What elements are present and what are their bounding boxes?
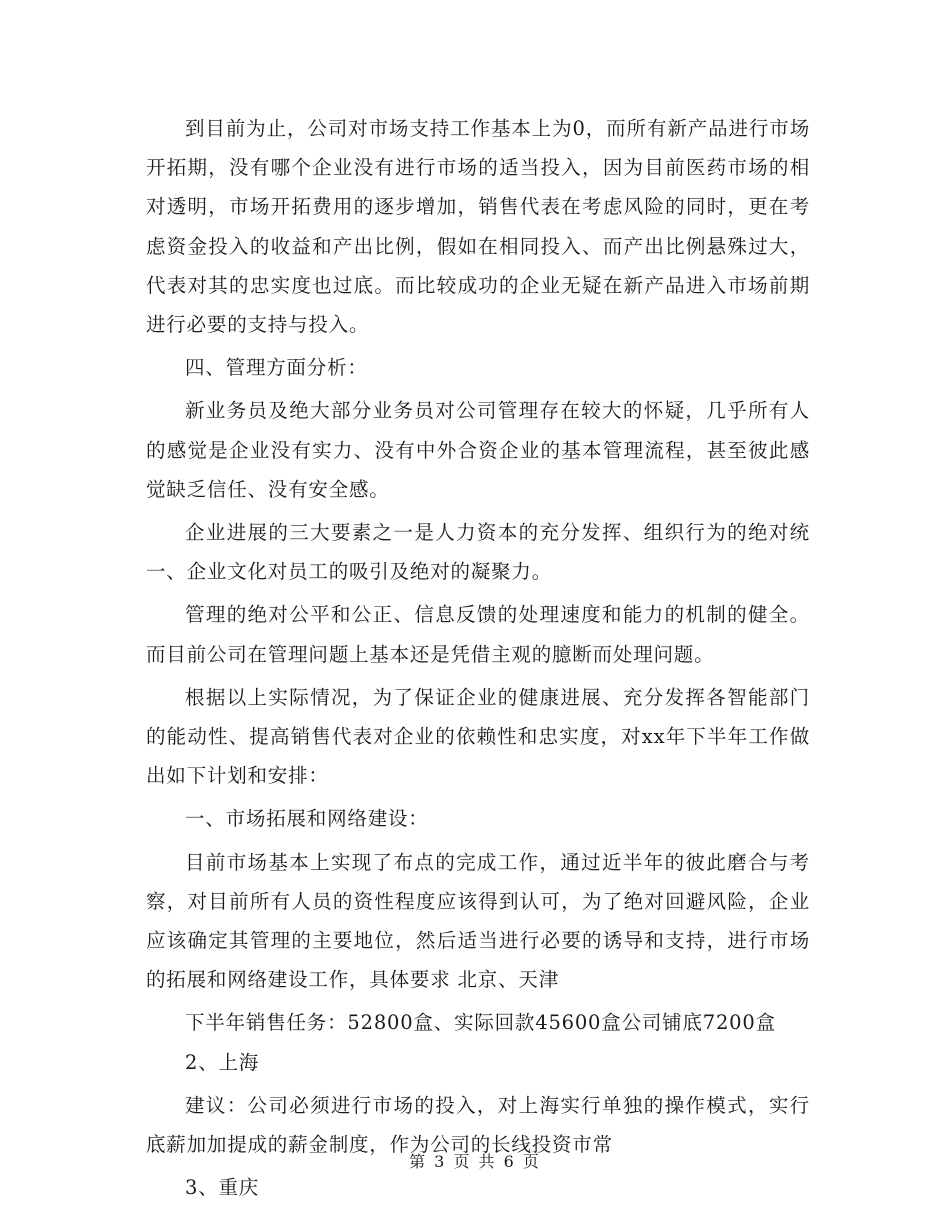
paragraph-staff-doubts: 新业务员及绝大部分业务员对公司管理存在较大的怀疑，几乎所有人的感觉是企业没有实力、没有中外合资企业的基本管理流程，甚至彼此感觉缺乏信任、没有安全感。 <box>146 399 810 501</box>
heading-market-expansion: 一、市场拓展和网络建设： <box>185 807 429 831</box>
paragraph-shanghai-advice: 建议：公司必须进行市场的投入，对上海实行单独的操作模式，实行底薪加加提成的薪金制度，作为公司的长线投资市常 <box>146 1093 810 1157</box>
paragraph-sales-target: 下半年销售任务：52800盒、实际回款45600盒公司铺底7200盒 <box>185 1011 776 1035</box>
heading-management-analysis: 四、管理方面分析： <box>185 356 368 380</box>
paragraph-plan-intro: 根据以上实际情况，为了保证企业的健康进展、充分发挥各智能部门的能动性、提高销售代表对企业的依赖性和忠实度，对xx年下半年工作做出如下计划和安排： <box>146 685 810 788</box>
paragraph-market-network: 目前市场基本上实现了布点的完成工作，通过近半年的彼此磨合与考察，对目前所有人员的资性程度应该得到认可，为了绝对回避风险，企业应该确定其管理的主要地位，然后适当进行必要的诱导和支持，进行市场的拓展和网络建设工作，具体要求 北京、天津 <box>146 850 810 992</box>
heading-chongqing: 3、重庆 <box>185 1176 260 1200</box>
heading-shanghai: 2、上海 <box>185 1050 260 1074</box>
paragraph-three-elements: 企业进展的三大要素之一是人力资本的充分发挥、组织行为的绝对统一、企业文化对员工的吸引及绝对的凝聚力。 <box>146 521 810 584</box>
paragraph-fair-management: 管理的绝对公平和公正、信息反馈的处理速度和能力的机制的健全。而目前公司在管理问题上基本还是凭借主观的臆断而处理问题。 <box>146 603 810 666</box>
page-number-footer: 第 3 页 共 6 页 <box>409 1152 541 1171</box>
paragraph-market-support: 到目前为止，公司对市场支持工作基本上为0，而所有新产品进行市场开拓期，没有哪个企业没有进行市场的适当投入，因为目前医药市场的相对透明，市场开拓费用的逐步增加，销售代表在考虑风险的同时，更在考虑资金投入的收益和产出比例，假如在相同投入、而产出比例悬殊过大，代表对其的忠实度也过底。而比较成功的企业无疑在新产品进入市场前期进行必要的支持与投入。 <box>146 117 810 337</box>
document-body <box>146 109 810 1207</box>
